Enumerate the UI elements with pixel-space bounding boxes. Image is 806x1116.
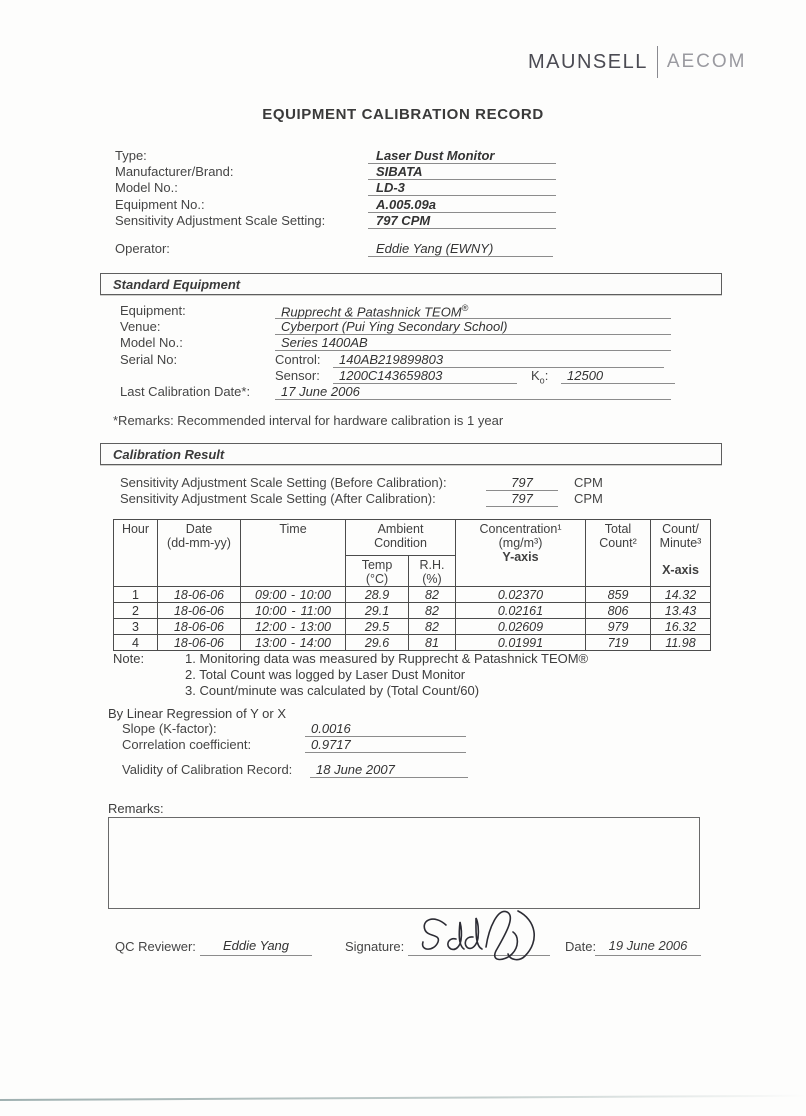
field-manufacturer	[115, 164, 556, 180]
hardware-calibration-remark: *Remarks: Recommended interval for hardware calibration is 1 year	[113, 413, 504, 428]
std-venue-field	[120, 319, 675, 335]
registered-mark: ®	[461, 303, 469, 313]
table-row: 2 18-06-06 10:00 - 11:00 29.1 82 0.02161 806 13.43	[114, 603, 711, 619]
col-header-temp: Temp (°C)	[346, 556, 409, 587]
std-venue-value: Cyberport (Pui Ying Secondary School)	[275, 319, 671, 335]
field-type-label: Type:	[115, 148, 147, 163]
std-model-label: Model No.:	[120, 335, 183, 351]
std-control-label: Control:	[275, 351, 321, 367]
sensitivity-before-label: Sensitivity Adjustment Scale Setting (Before Calibration):	[120, 475, 447, 490]
time-cell: 12:00 - 13:00	[241, 619, 346, 635]
correlation-label: Correlation coefficient:	[122, 737, 252, 753]
calibration-result-section-title: Calibration Result	[113, 446, 225, 462]
table-row: 3 18-06-06 12:00 - 13:00 29.5 82 0.02609 979 16.32	[114, 619, 711, 635]
validity-field	[122, 762, 468, 778]
correlation-value: 0.9717	[305, 737, 466, 753]
table-row: 4 18-06-06 13:00 - 14:00 29.6 81 0.01991 719 11.98	[114, 635, 711, 651]
col-header-date: Date (dd-mm-yy)	[158, 520, 241, 587]
std-model-field	[120, 335, 675, 351]
std-sensor-value: 1200C143659803	[333, 368, 517, 384]
sensitivity-before-row	[120, 475, 603, 491]
note-items	[185, 651, 588, 698]
field-model-label: Model No.:	[115, 180, 178, 196]
std-venue-label: Venue:	[120, 319, 161, 335]
std-serial-sensor-field	[120, 368, 675, 384]
time-cell: 13:00 - 14:00	[241, 635, 346, 651]
note-item-2: 2. Total Count was logged by Laser Dust Monitor	[185, 666, 466, 682]
sensitivity-after-row	[120, 491, 603, 507]
col-header-count-minute: Count/ Minute³ X-axis	[651, 520, 711, 587]
ko-label: $K_o$:	[531, 367, 549, 386]
field-equipment-no-label: Equipment No.:	[115, 196, 205, 212]
field-equipment-no-value: A.005.09a	[368, 197, 556, 213]
note-item-3: 3. Count/minute was calculated by (Total Count/60)	[185, 682, 480, 698]
qc-reviewer-label: QC Reviewer:	[115, 939, 196, 954]
operator-label: Operator:	[115, 241, 170, 256]
sensitivity-after-unit: CPM	[574, 491, 603, 506]
validity-value: 18 June 2007	[310, 762, 468, 778]
remarks-box	[108, 817, 700, 909]
col-header-ambient: Ambient Condition	[346, 520, 456, 556]
std-serial-label: Serial No:	[120, 351, 178, 367]
regression-fields	[122, 721, 466, 753]
slope-value: 0.0016	[305, 721, 466, 737]
note-label: Note:	[113, 651, 145, 666]
calibration-result-section-header	[100, 443, 722, 465]
logo-maunsell: MAUNSELL	[528, 50, 648, 73]
std-equipment-label: Equipment:	[120, 303, 186, 318]
regression-heading: By Linear Regression of Y or X	[108, 706, 287, 721]
calibration-data-table	[113, 519, 711, 651]
field-type	[115, 148, 556, 164]
sensitivity-after-label: Sensitivity Adjustment Scale Setting (After Calibration):	[120, 491, 436, 506]
std-serial-control-field	[120, 352, 675, 368]
handwritten-signature	[412, 905, 560, 963]
std-model-value: Series 1400AB	[275, 335, 671, 351]
std-last-calibration-value: 17 June 2006	[275, 384, 671, 400]
sensitivity-after-value: 797	[486, 491, 558, 507]
note-item-1: 1. Monitoring data was measured by Rupprecht & Patashnick TEOM®	[185, 651, 589, 666]
col-header-total-count: Total Count²	[586, 520, 651, 587]
field-type-value: Laser Dust Monitor	[368, 148, 556, 164]
slope-label: Slope (K-factor):	[122, 721, 217, 736]
col-header-hour: Hour	[114, 520, 158, 587]
field-model-value: LD-3	[368, 180, 556, 196]
ko-value: 12500	[561, 368, 675, 384]
page-title: EQUIPMENT CALIBRATION RECORD	[262, 106, 544, 123]
table-notes	[113, 651, 588, 698]
std-equipment-value: Rupprecht & Patashnick TEOM®	[275, 303, 671, 319]
time-cell: 09:00 - 10:00	[241, 587, 346, 603]
field-model	[115, 180, 556, 196]
date-label: Date:	[565, 939, 597, 954]
signature-label: Signature:	[345, 939, 405, 954]
col-header-concentration: Concentration¹ (mg/m³) Y-axis	[456, 520, 586, 587]
date-value: 19 June 2006	[595, 938, 701, 956]
hourly-readings-table	[113, 519, 711, 651]
field-manufacturer-label: Manufacturer/Brand:	[115, 164, 234, 180]
field-sensitivity-value: 797 CPM	[368, 213, 556, 229]
std-sensor-label: Sensor:	[275, 367, 320, 383]
table-row: 1 18-06-06 09:00 - 10:00 28.9 82 0.02370 859 14.32	[114, 587, 711, 603]
standard-equipment-section-title: Standard Equipment	[113, 276, 241, 292]
standard-equipment-fields	[120, 303, 675, 400]
std-last-calibration-label: Last Calibration Date*:	[120, 383, 251, 399]
standard-equipment-section-header	[100, 273, 722, 295]
sensitivity-before-value: 797	[486, 475, 558, 491]
col-header-rh: R.H. (%)	[409, 556, 456, 587]
std-control-value: 140AB219899803	[333, 352, 664, 368]
field-sensitivity-label: Sensitivity Adjustment Scale Setting:	[115, 212, 326, 228]
operator-field	[115, 241, 553, 257]
qc-reviewer-value: Eddie Yang	[200, 938, 312, 956]
slope-field	[122, 721, 466, 737]
correlation-field	[122, 737, 466, 753]
std-last-calibration-field	[120, 384, 675, 400]
logo-aecom: AECOM	[666, 51, 747, 72]
sensitivity-settings	[120, 475, 603, 507]
std-equipment-field	[120, 303, 675, 319]
company-logo	[528, 46, 747, 78]
col-header-time: Time	[241, 520, 346, 587]
field-sensitivity	[115, 213, 556, 229]
remarks-label: Remarks:	[108, 801, 164, 816]
logo-divider	[657, 46, 658, 78]
sensitivity-before-unit: CPM	[574, 475, 603, 490]
device-info-section	[115, 148, 556, 229]
field-manufacturer-value: SIBATA	[368, 164, 556, 180]
operator-value: Eddie Yang (EWNY)	[368, 241, 553, 257]
validity-label: Validity of Calibration Record:	[122, 762, 293, 777]
time-cell: 10:00 - 11:00	[241, 603, 346, 619]
field-equipment-no	[115, 197, 556, 213]
scan-edge-artifact	[0, 1095, 806, 1101]
